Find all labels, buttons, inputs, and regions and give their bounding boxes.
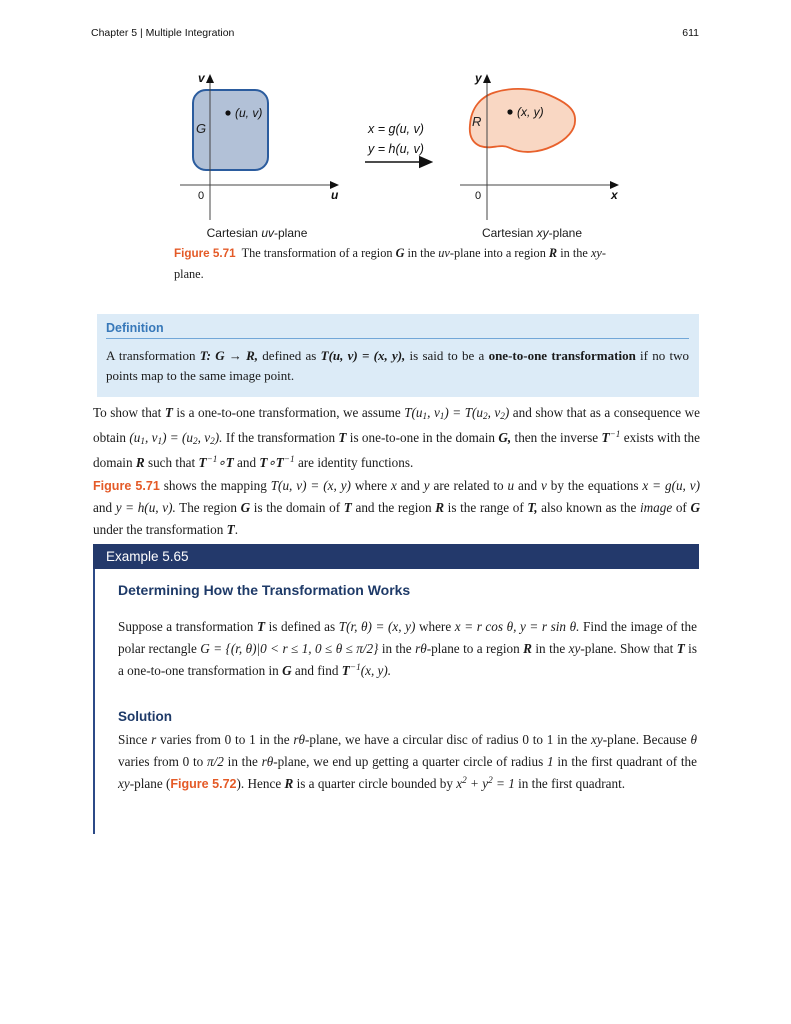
text-segment: , v <box>144 430 158 445</box>
text-segment: T <box>338 430 347 445</box>
text-segment: are identity functions. <box>294 455 414 470</box>
text-segment: T <box>198 455 207 470</box>
text-segment: -plane into a region <box>449 246 549 260</box>
text-segment: T <box>256 619 266 634</box>
text-segment: and <box>233 455 260 470</box>
text-segment: xy <box>591 732 603 747</box>
uv-point-dot <box>225 110 230 115</box>
uv-u-axis-label: u <box>331 188 339 202</box>
text-segment: exists with the domain <box>93 430 700 470</box>
text-segment: T <box>225 455 234 470</box>
xy-y-axis-label: y <box>475 71 482 85</box>
text-segment: in the <box>557 246 591 260</box>
solution-title: Solution <box>118 709 172 724</box>
text-segment: varies from 0 to 1 in the <box>156 732 294 747</box>
text-segment: The transformation of a region <box>235 246 396 260</box>
text-segment: r <box>151 732 157 747</box>
map-equation-y: y = h(u, v) <box>368 142 424 156</box>
map-equation-x: x = g(u, v) <box>368 122 424 136</box>
text-segment: ∘ <box>267 455 276 470</box>
text-segment: is a one-to-one transformation, we assume <box>172 405 405 420</box>
text-segment: if no two points map to the same image point. <box>106 348 689 383</box>
text-segment: 2 <box>483 411 488 422</box>
text-segment: in the first quadrant of the <box>553 754 697 769</box>
text-segment: T <box>676 641 685 656</box>
text-segment: G <box>240 500 251 515</box>
figure-caption <box>174 243 632 284</box>
text-segment: 2 <box>500 411 505 422</box>
page-number: 611 <box>682 27 699 39</box>
text-segment: by the equations <box>546 478 643 493</box>
text-segment: ) <box>504 405 510 420</box>
text-segment: −1 <box>206 454 218 465</box>
definition-body <box>106 339 689 386</box>
uv-point-label: (u, v) <box>235 106 263 120</box>
text-segment: is the range of <box>444 500 528 515</box>
text-segment: T <box>226 522 235 537</box>
text-segment: rθ <box>415 641 427 656</box>
text-segment: T <box>164 405 173 420</box>
text-segment: (x, y). <box>360 663 392 678</box>
text-segment: y <box>423 478 430 493</box>
text-segment: in the <box>223 754 262 769</box>
text-segment: x = g(u, v) <box>642 478 701 493</box>
text-segment: is said to be a <box>405 348 489 363</box>
text-segment: xy <box>536 226 549 240</box>
text-segment: where <box>415 619 455 634</box>
text-segment: of <box>672 500 691 515</box>
text-segment: varies from 0 to <box>118 754 208 769</box>
text-segment: −1 <box>609 429 621 440</box>
text-segment: T <box>259 455 268 470</box>
text-segment: is the domain of <box>250 500 344 515</box>
text-segment: v <box>541 478 547 493</box>
text-segment: T(r, θ) = (x, y) <box>338 619 416 634</box>
text-segment: Cartesian <box>481 226 537 240</box>
text-segment: R <box>523 641 532 656</box>
text-segment: in the first quadrant. <box>514 776 626 791</box>
text-segment: 1 <box>140 436 145 447</box>
text-segment: in the <box>404 246 439 260</box>
text-segment: To show that <box>93 405 165 420</box>
uv-plane-caption <box>172 226 342 240</box>
region-r-shape <box>470 89 575 152</box>
text-segment: x = r cos θ, y = r sin θ. <box>454 619 580 634</box>
text-segment: uv <box>261 226 275 240</box>
uv-origin-label: 0 <box>198 190 205 202</box>
text-segment: -plane, we have a circular disc of radius 0 to 1 in the <box>305 732 592 747</box>
text-segment: y = h(u, v). <box>115 500 176 515</box>
text-segment: T: G → R, <box>199 348 259 363</box>
figure-reference[interactable]: Figure 5.71 <box>93 479 160 493</box>
running-head-chapter: Chapter 5 | Multiple Integration <box>91 27 235 39</box>
text-segment: 1 <box>422 411 428 422</box>
text-segment: -plane. Show that <box>580 641 677 656</box>
text-segment: ) = T(u <box>444 405 484 420</box>
text-segment: π/2 <box>207 754 224 769</box>
text-segment: (u <box>129 430 141 445</box>
example-content <box>93 569 699 834</box>
text-segment: xy <box>590 246 602 260</box>
text-segment: T <box>601 430 610 445</box>
text-segment: such that <box>144 455 199 470</box>
example-body <box>118 616 697 683</box>
text-segment: and the region <box>351 500 436 515</box>
text-segment: R <box>548 246 558 260</box>
text-segment: rθ <box>261 754 274 769</box>
text-segment: defined as <box>258 348 321 363</box>
xy-x-axis-label: x <box>611 188 618 202</box>
text-segment: under the transformation <box>93 522 227 537</box>
text-segment: image <box>639 500 673 515</box>
text-segment: A transformation <box>106 348 200 363</box>
text-segment: Cartesian <box>206 226 262 240</box>
uv-v-axis-label: v <box>198 71 205 85</box>
text-segment: 2 <box>488 775 493 786</box>
text-segment: T(u, v) = (x, y), <box>320 348 406 363</box>
figure-5-71-diagram <box>170 66 630 244</box>
text-segment: ). <box>214 430 223 445</box>
figure-reference[interactable]: Figure 5.71 <box>174 247 236 260</box>
text-segment: and show that as a consequence we obtain <box>93 405 700 445</box>
text-segment: is one-to-one in the domain <box>346 430 499 445</box>
text-segment: + y <box>466 776 489 791</box>
text-segment: R <box>135 455 145 470</box>
text-segment: G <box>395 246 405 260</box>
figure-reference[interactable]: Figure 5.72 <box>170 777 237 791</box>
text-segment: and <box>514 478 542 493</box>
text-segment: 1 <box>157 436 163 447</box>
paragraph-one-to-one <box>93 401 700 476</box>
text-segment: G = {(r, θ)|0 < r ≤ 1, 0 ≤ θ ≤ π/2} <box>200 641 379 656</box>
text-segment: G, <box>498 430 512 445</box>
text-segment: , v <box>427 405 440 420</box>
text-segment: is a quarter circle bounded by <box>293 776 457 791</box>
text-segment: -plane to a region <box>426 641 524 656</box>
text-segment: 2 <box>462 775 467 786</box>
text-segment: shows the mapping <box>159 478 271 493</box>
example-title: Determining How the Transformation Works <box>118 582 411 598</box>
text-segment: one-to-one transformation <box>488 348 636 363</box>
text-segment: ) = (u <box>162 430 194 445</box>
text-segment: and <box>93 500 116 515</box>
text-segment: -plane. <box>174 246 606 281</box>
text-segment: also known as the <box>537 500 640 515</box>
text-segment: T <box>275 455 284 470</box>
text-segment: Find the image of the polar rectangle <box>118 619 697 656</box>
text-segment: u <box>507 478 515 493</box>
text-segment: T <box>341 663 350 678</box>
xy-point-dot <box>507 109 512 114</box>
text-segment: and find <box>291 663 342 678</box>
text-segment: uv <box>438 246 450 260</box>
xy-plane-caption <box>447 226 617 240</box>
text-segment: then the inverse <box>511 430 602 445</box>
text-segment: , v <box>197 430 211 445</box>
text-segment: xy <box>568 641 581 656</box>
text-segment: If the transformation <box>222 430 339 445</box>
xy-point-label: (x, y) <box>517 105 544 119</box>
text-segment: = 1 <box>492 776 515 791</box>
region-r-label: R <box>472 114 482 129</box>
text-segment: T <box>343 500 352 515</box>
text-segment: is a one-to-one transformation in <box>118 641 697 678</box>
text-segment: R <box>284 776 294 791</box>
text-segment: . <box>234 522 239 537</box>
text-segment: The region <box>175 500 241 515</box>
solution-body <box>118 729 697 796</box>
text-segment: Since <box>118 732 152 747</box>
text-segment: is defined as <box>265 619 339 634</box>
text-segment: , v <box>487 405 501 420</box>
text-segment: G <box>282 663 292 678</box>
example-header-bar: Example 5.65 <box>93 544 699 569</box>
text-segment: 1 <box>439 411 445 422</box>
text-segment: ). Hence <box>236 776 285 791</box>
text-segment: -plane <box>548 226 583 240</box>
text-segment: G <box>690 500 700 515</box>
text-segment: T(u <box>404 405 423 420</box>
definition-box <box>97 314 699 397</box>
region-g-label: G <box>196 121 207 136</box>
text-segment: 1 <box>546 754 554 769</box>
definition-title: Definition <box>106 321 689 339</box>
text-segment: in the <box>531 641 569 656</box>
text-segment: −1 <box>349 662 361 673</box>
text-segment: are related to <box>429 478 508 493</box>
text-segment: Suppose a transformation <box>118 619 257 634</box>
text-segment: −1 <box>283 454 295 465</box>
text-segment: T, <box>527 500 538 515</box>
text-segment: in the <box>378 641 416 656</box>
text-segment: 2 <box>193 436 198 447</box>
text-segment: xy <box>118 776 130 791</box>
paragraph-figure-mapping <box>93 475 700 541</box>
text-segment: where <box>350 478 392 493</box>
text-segment: -plane <box>274 226 308 240</box>
text-segment: θ <box>690 732 697 747</box>
text-segment: -plane. Because <box>602 732 691 747</box>
example-5-65 <box>93 544 699 834</box>
text-segment: x <box>391 478 397 493</box>
text-segment: -plane ( <box>129 776 171 791</box>
text-segment: 2 <box>210 436 215 447</box>
text-segment: rθ <box>293 732 306 747</box>
text-segment: T(u, v) = (x, y) <box>270 478 351 493</box>
text-segment: and <box>396 478 424 493</box>
running-head <box>91 27 699 39</box>
text-segment: R <box>435 500 445 515</box>
xy-origin-label: 0 <box>475 190 482 202</box>
text-segment: ∘ <box>217 455 226 470</box>
text-segment: -plane, we end up getting a quarter circle of radius <box>273 754 547 769</box>
text-segment: x <box>456 776 463 791</box>
